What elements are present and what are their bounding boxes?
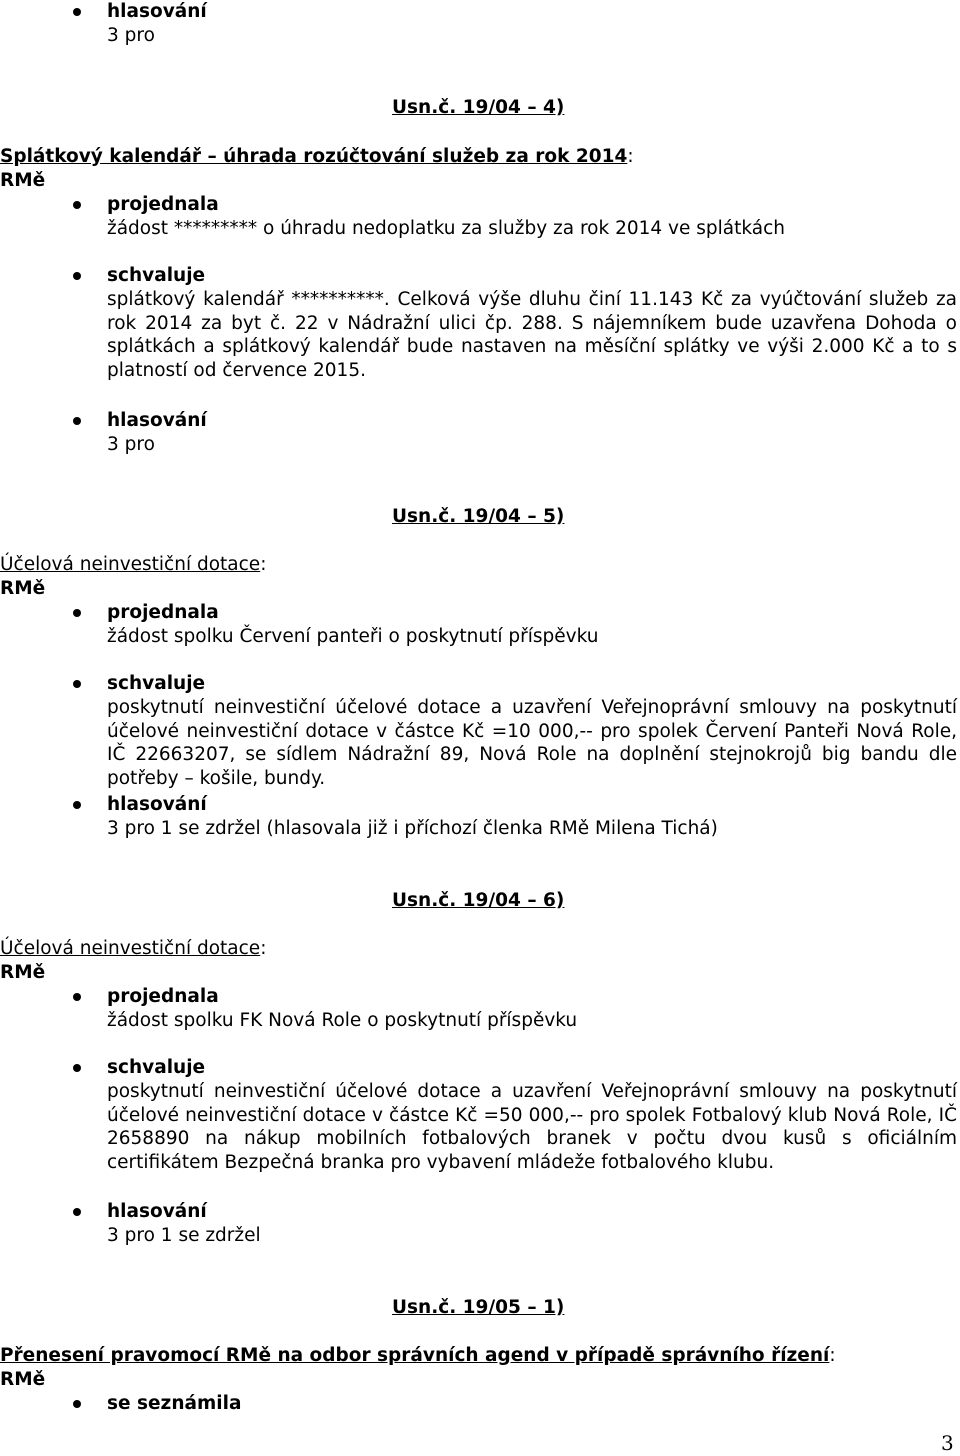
item-text: poskytnutí neinvestiční účelové dotace a uzavření Veřejnoprávní smlouvy na poskytnutí účelové neinvestiční dotace v částce Kč =50 000,-- pro spolek Fotbalový klub Nová Role, IČ 2658890 na nákup mobilních fotbalových branek v počtu dvou kusů s oficiálním certifikátem Bezpečná branka pro vybavení mládeže fotbalového klubu.: [107, 1081, 957, 1173]
bullet-icon: [73, 993, 81, 1001]
item-keyword: hlasování: [107, 410, 207, 431]
council-label: RMě: [0, 1369, 46, 1390]
item-keyword: schvaluje: [107, 673, 206, 694]
resolution-number: Usn.č. 19/05 – 1): [392, 1297, 565, 1318]
section-heading-text: Splátkový kalendář – úhrada rozúčtování služeb za rok 2014: [0, 146, 628, 167]
section-heading: [0, 145, 634, 169]
item-text: žádost spolku Červení panteři o poskytnutí příspěvku: [107, 626, 599, 647]
section-heading-text: Účelová neinvestiční dotace: [0, 554, 261, 575]
section-heading-suffix: :: [829, 1345, 836, 1366]
item-text: žádost ********* o úhradu nedoplatku za služby za rok 2014 ve splátkách: [107, 218, 786, 239]
section-heading-text: Účelová neinvestiční dotace: [0, 938, 261, 959]
council-label: RMě: [0, 962, 46, 983]
bullet-icon: [73, 1400, 81, 1408]
item-keyword: projednala: [107, 602, 219, 623]
council-label: RMě: [0, 578, 46, 599]
item-text: 3 pro 1 se zdržel (hlasovala již i příchozí členka RMě Milena Tichá): [107, 818, 718, 839]
bullet-icon: [73, 1208, 81, 1216]
item-keyword: projednala: [107, 986, 219, 1007]
item-keyword: schvaluje: [107, 1057, 206, 1078]
section-heading: [0, 1344, 836, 1368]
item-text: splátkový kalendář **********. Celková výše dluhu činí 11.143 Kč za vyúčtování služeb za rok 2014 za byt č. 22 v Nádražní ulici čp. 288. S nájemníkem bude uzavřena Dohoda o splátkách a splátkový kalendář bude nastaven na měsíční splátky ve výši 2.000 Kč a to s platností od července 2015.: [107, 289, 957, 381]
resolution-number: Usn.č. 19/04 – 6): [392, 890, 565, 911]
item-text: poskytnutí neinvestiční účelové dotace a uzavření Veřejnoprávní smlouvy na poskytnutí účelové neinvestiční dotace v částce Kč =10 000,-- pro spolek Červení Panteři Nová Role, IČ 22663207, se sídlem Nádražní 89, Nová Role na doplnění stejnokrojů big bandu dle potřeby – košile, bundy.: [107, 697, 957, 789]
bullet-icon: [73, 201, 81, 209]
item-keyword: projednala: [107, 194, 219, 215]
item-keyword: hlasování: [107, 794, 207, 815]
section-heading: [0, 553, 266, 577]
section-heading-text: Přenesení pravomocí RMě na odbor správních agend v případě správního řízení: [0, 1345, 830, 1366]
page-number: 3: [941, 1431, 954, 1455]
item-text: 3 pro 1 se zdržel: [107, 1225, 261, 1246]
resolution-number: Usn.č. 19/04 – 5): [392, 506, 565, 527]
bullet-icon: [73, 609, 81, 617]
bullet-icon: [73, 680, 81, 688]
section-heading-suffix: :: [627, 146, 634, 167]
section-heading-suffix: :: [260, 554, 267, 575]
item-keyword: schvaluje: [107, 265, 206, 286]
item-keyword: hlasování: [107, 1, 207, 22]
section-heading-suffix: :: [260, 938, 267, 959]
item-keyword: se seznámila: [107, 1393, 242, 1414]
bullet-icon: [73, 801, 81, 809]
item-text: 3 pro: [107, 434, 155, 455]
bullet-icon: [73, 272, 81, 280]
item-text: žádost spolku FK Nová Role o poskytnutí příspěvku: [107, 1010, 578, 1031]
bullet-icon: [73, 1064, 81, 1072]
section-heading: [0, 937, 266, 961]
item-keyword: hlasování: [107, 1201, 207, 1222]
council-label: RMě: [0, 170, 46, 191]
bullet-icon: [73, 417, 81, 425]
item-text: 3 pro: [107, 25, 155, 46]
resolution-number: Usn.č. 19/04 – 4): [392, 97, 565, 118]
bullet-icon: [73, 8, 81, 16]
